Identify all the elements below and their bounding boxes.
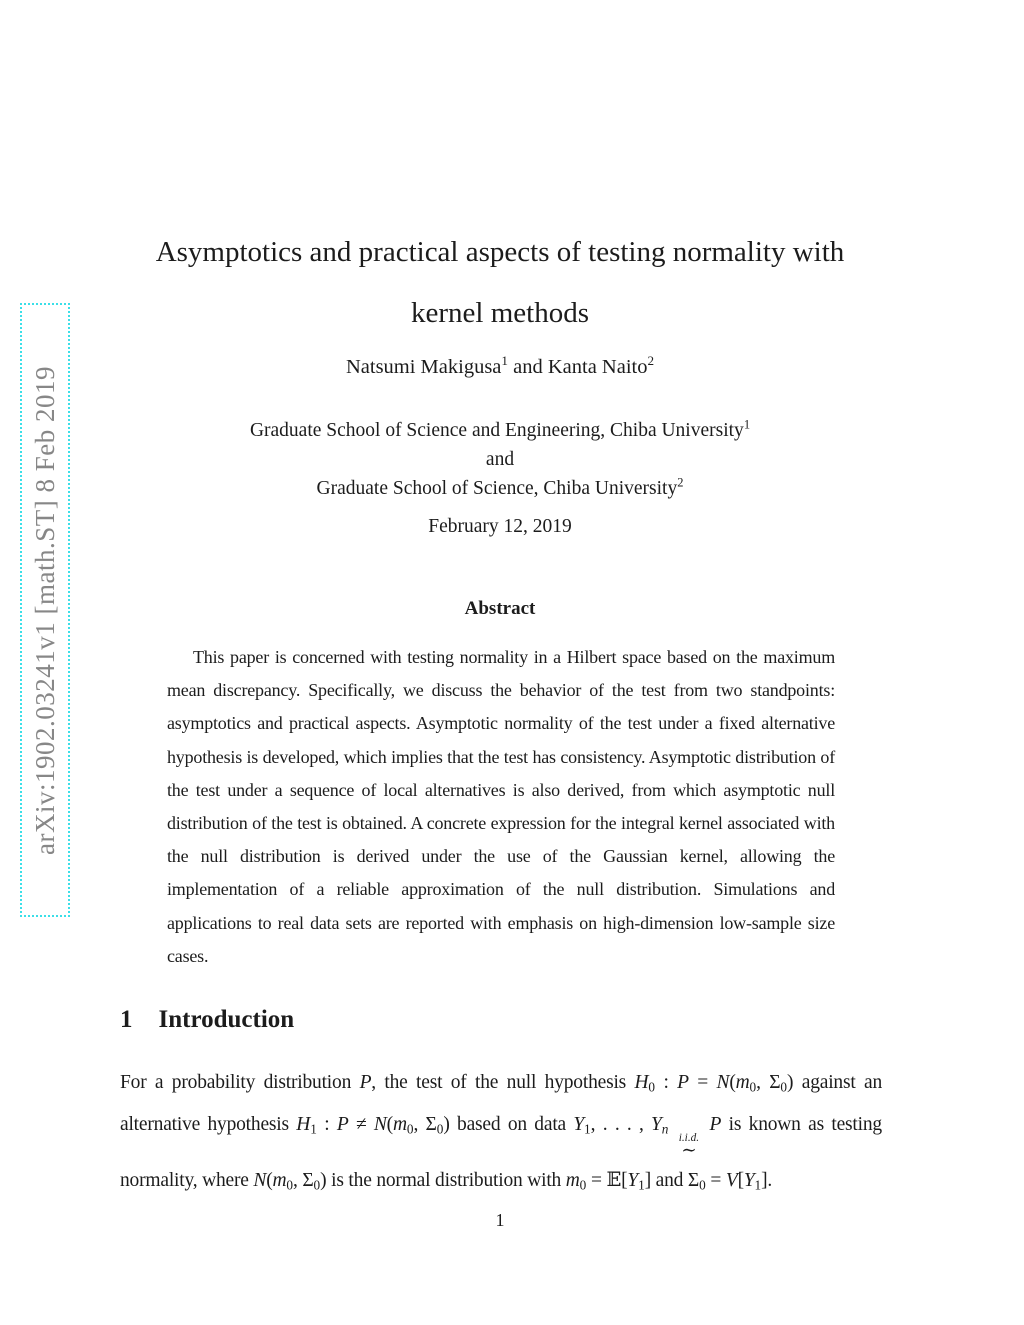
section-number: 1 [120, 1006, 133, 1033]
authors-connector: and [507, 356, 548, 378]
paper-title-line1: Asymptotics and practical aspects of testing normality with [155, 236, 845, 268]
author-name-2: Kanta Naito [547, 356, 648, 378]
affiliation-line-1: Graduate School of Science and Engineering, Chiba University$^1$ [249, 417, 751, 441]
affiliation-connector: and [485, 449, 515, 470]
affiliation-line-2: Graduate School of Science, Chiba University$^2$ [316, 475, 684, 499]
affiliations-block [0, 416, 1000, 503]
authors-line [0, 353, 1000, 379]
arxiv-watermark-text: arXiv:1902.03241v1 [math.ST] 8 Feb 2019 [29, 365, 60, 855]
paper-date: February 12, 2019 [428, 516, 572, 537]
intro-paragraph: For a probability distribution P, the test of the null hypothesis H0 : P = N(m0, Σ0) against an alternative hypothesis H1 : P ≠ N(m0, Σ0) based on data Y1, . . . , Yn i.i.d. ∼ P is known as testing normality, where N(m0, Σ0) is the normal distribution with m0 = 𝔼[Y1] and Σ0 = V[Y1]. [120, 1072, 883, 1192]
affiliation-mark-2: 2 [677, 475, 684, 490]
section-heading-introduction [120, 1006, 882, 1034]
iid-distributed-symbol: i.i.d. ∼ [678, 1131, 700, 1162]
affiliation-mark-1: 1 [743, 417, 751, 432]
section-title: Introduction [158, 1006, 295, 1033]
author-affil-mark-2: 2 [647, 353, 655, 369]
author-name-1: Natsumi Makigusa [345, 356, 502, 378]
page-number: 1 [495, 1210, 505, 1230]
author-affil-mark-1: 1 [501, 353, 508, 369]
abstract-text: This paper is concerned with testing normality in a Hilbert space based on the maximum mean discrepancy. Specifically, we discuss the behavior of the test from two standpoints: asymptotics and practical aspects. Asymptotic normality of the test under a fixed alternative hypothesis is developed, which implies that the test has consistency. Asymptotic distribution of the test under a sequence of local alternatives is also derived, from which asymptotic null distribution of the test is obtained. A concrete expression for the integral kernel associated with the null distribution is derived under the use of the Gaussian kernel, allowing the implementation of a reliable approximation of the null distribution. Simulations and applications to real data sets are reported with emphasis on high-dimension low-sample size cases. [167, 647, 835, 966]
abstract-heading: Abstract [464, 598, 536, 619]
paper-title [0, 222, 1000, 344]
paper-title-line2: kernel methods [411, 297, 589, 329]
